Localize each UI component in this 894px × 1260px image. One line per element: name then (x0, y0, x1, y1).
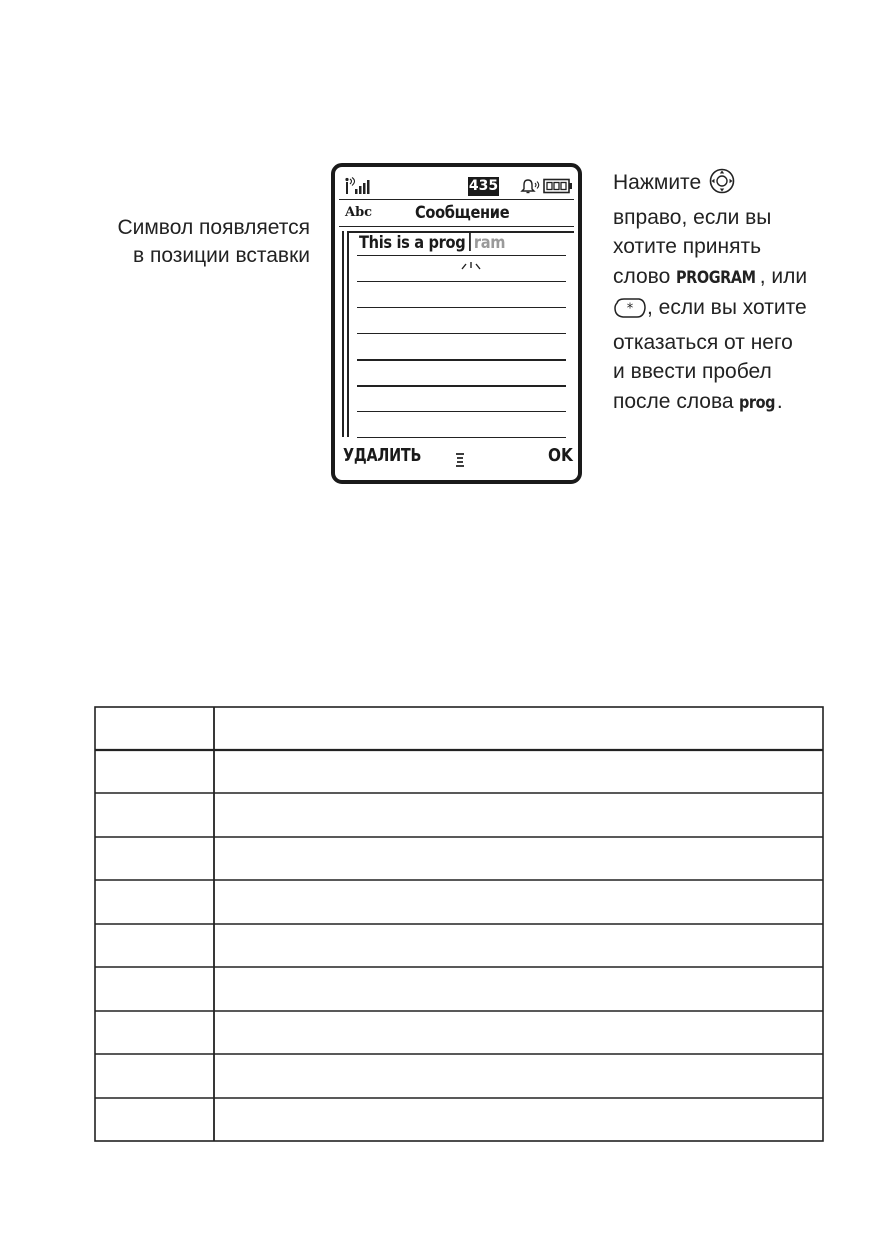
ring-alert-icon (518, 177, 542, 200)
instruction-line-7: и ввести пробел (613, 360, 772, 383)
insertion-symbol-caption (80, 214, 310, 270)
text-cursor (469, 233, 471, 251)
battery-icon (543, 178, 573, 199)
status-divider (339, 199, 574, 200)
instruction-caption (613, 168, 853, 418)
star-key-icon (613, 297, 647, 328)
svg-text:*: * (626, 301, 634, 317)
instruction-line-4: слово PROGRAM , или (613, 262, 853, 294)
message-counter: 435 (468, 178, 499, 194)
text-line-rule (357, 437, 566, 438)
ok-softkey[interactable]: OK (548, 445, 573, 466)
signal-strength-icon (344, 176, 372, 201)
message-text-line[interactable] (359, 232, 505, 254)
instruction-line-3: хотите принять (613, 235, 762, 258)
instruction-line-5: * , если вы хотите (613, 293, 853, 328)
instruction-line-8: после слова prog. (613, 387, 853, 419)
delete-softkey[interactable]: УДАЛИТЬ (343, 445, 422, 466)
text-line-rule (357, 333, 566, 334)
screen-title: Сообщение (415, 203, 510, 223)
insertion-symbol-icon (460, 258, 482, 276)
navigation-key-icon (707, 168, 737, 203)
keyword-program: PROGRAM (676, 267, 756, 288)
instruction-line-6: отказаться от него (613, 330, 793, 354)
caption-line-1: Символ появляется (117, 216, 310, 239)
text-line-rule (357, 255, 566, 256)
typed-text: This is a prog (359, 233, 466, 253)
keyword-prog: prog (739, 392, 776, 413)
title-divider (339, 226, 574, 227)
text-line-rule (357, 281, 566, 282)
input-mode-indicator: Abc (345, 205, 373, 220)
text-line-rule (357, 411, 566, 412)
empty-reference-table (94, 706, 824, 1142)
menu-icon[interactable] (454, 452, 466, 473)
text-line-rule (357, 385, 566, 387)
caption-line-2: в позиции вставки (132, 244, 310, 267)
word-completion-suggestion: ram (473, 233, 506, 253)
text-line-rule (357, 359, 566, 361)
instruction-line-2: вправо, если вы (613, 205, 772, 229)
instruction-line-1: Нажмите (613, 168, 853, 203)
text-line-rule (357, 307, 566, 308)
text-area-border-inner (347, 231, 349, 437)
status-bar (335, 167, 578, 200)
text-area-border (342, 231, 344, 437)
phone-screen (331, 163, 582, 484)
